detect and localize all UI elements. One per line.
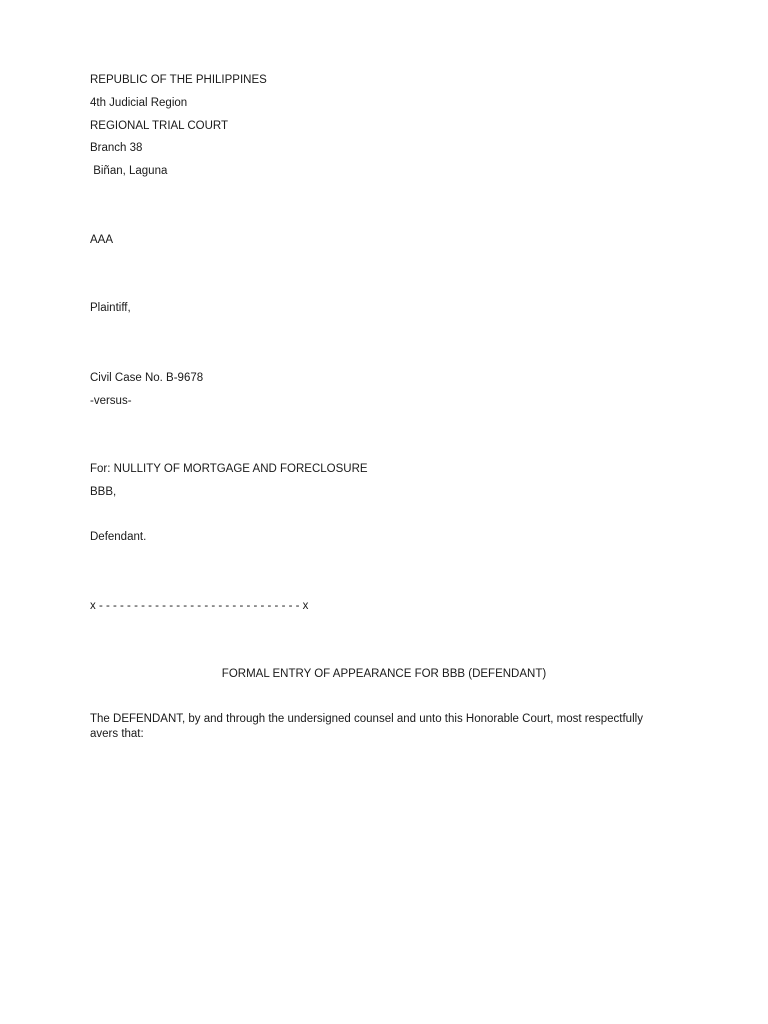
document-title: FORMAL ENTRY OF APPEARANCE FOR BBB (DEFENDANT) (221, 668, 547, 680)
header-branch: Branch 38 (90, 142, 143, 154)
header-location: Biñan, Laguna (90, 165, 168, 177)
plaintiff-name: AAA (90, 234, 114, 246)
header-court: REGIONAL TRIAL COURT (90, 120, 229, 132)
header-republic: REPUBLIC OF THE PHILIPPINES (90, 74, 267, 86)
case-number: Civil Case No. B-9678 (90, 372, 204, 384)
versus-label: -versus- (90, 395, 132, 407)
defendant-label: Defendant. (90, 531, 147, 543)
intro-paragraph: The DEFENDANT, by and through the undersigned counsel and unto this Honorable Court, most respectfully avers that: (90, 713, 643, 740)
header-judicial-region: 4th Judicial Region (90, 97, 188, 109)
caption-separator: x - - - - - - - - - - - - - - - - - - - - - - - - - - - - - x (90, 600, 309, 612)
defendant-name: BBB, (90, 486, 117, 498)
case-subject: For: NULLITY OF MORTGAGE AND FORECLOSURE (90, 463, 368, 475)
plaintiff-label: Plaintiff, (90, 302, 131, 314)
